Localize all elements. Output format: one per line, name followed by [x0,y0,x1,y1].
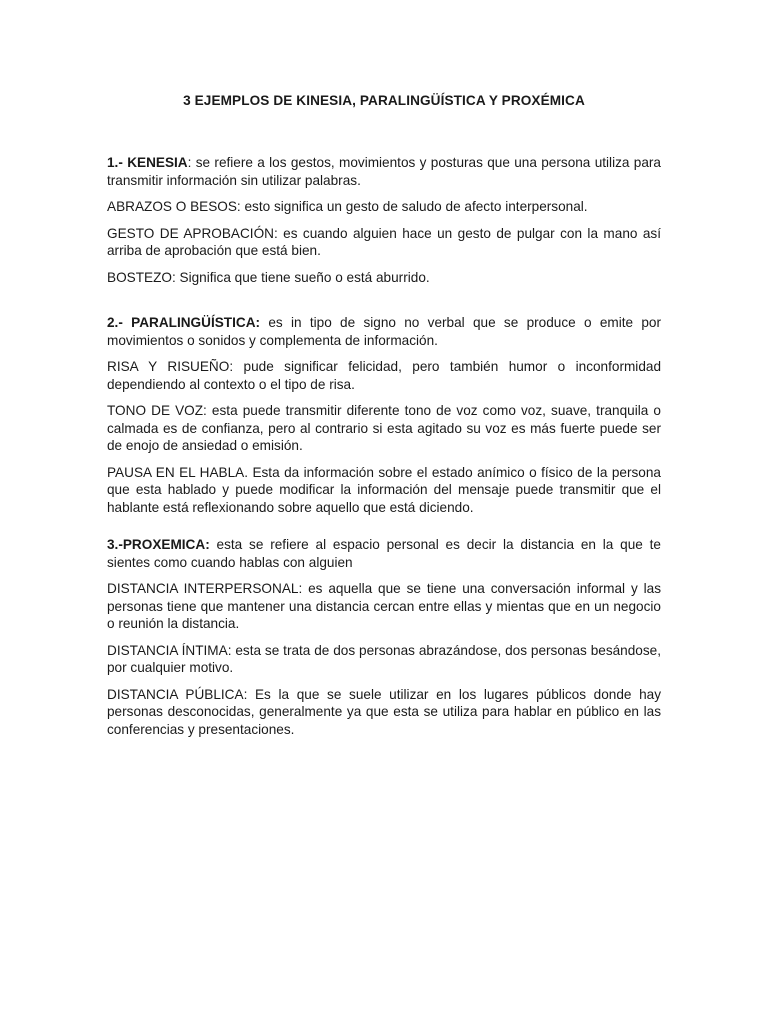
section-2-item-1: RISA Y RISUEÑO: pude significar felicidad, pero también humor o inconformidad dependiendo al contexto o el tipo de risa. [107,359,661,392]
section-1-heading: 1.- KENESIA [107,155,188,170]
section-1-item-2: GESTO DE APROBACIÓN: es cuando alguien hace un gesto de pulgar con la mano así arriba de aprobación que está bien. [107,225,661,258]
section-2-heading: 2.- PARALINGÜÍSTICA: [107,315,261,330]
document-page [107,93,661,747]
section-3-intro [107,536,661,571]
section-1-item-3: BOSTEZO: Significa que tiene sueño o está aburrido. [107,269,430,285]
section-3-item-1: DISTANCIA INTERPERSONAL: es aquella que se tiene una conversación informal y las personas tiene que mantener una distancia cercan entre ellas y mientas que en un negocio o reunión la distancia. [107,581,661,631]
section-3-item-2: DISTANCIA ÍNTIMA: esta se trata de dos personas abrazándose, dos personas besándose, por cualquier motivo. [107,642,661,675]
section-2-item-2: TONO DE VOZ: esta puede transmitir diferente tono de voz como voz, suave, tranquila o calmada es de confianza, pero al contrario si esta agitado su voz es más fuerte puede ser de enojo de ansiedad o emisión. [107,403,661,453]
section-2-intro [107,314,661,349]
section-1-intro [107,154,661,189]
section-2-intro-text: es in tipo de signo no verbal que se produce o emite por movimientos o sonidos y complementa de información. [107,315,662,348]
section-3-intro-text: esta se refiere al espacio personal es decir la distancia en la que te sientes como cuando hablas con alguien [107,537,661,570]
section-1-item-1: ABRAZOS O BESOS: esto significa un gesto de saludo de afecto interpersonal. [107,199,588,214]
document-title: 3 EJEMPLOS DE KINESIA, PARALINGÜÍSTICA Y PROXÉMICA [183,93,585,108]
section-2-item-3: PAUSA EN EL HABLA. Esta da información sobre el estado anímico o físico de la persona que esta hablado y puede modificar la información del mensaje puede transmitir que el hablante está reflexionando sobre aquello que está diciendo. [107,464,661,515]
section-1-intro-text: : se refiere a los gestos, movimientos y posturas que una persona utiliza para transmitir información sin utilizar palabras. [107,155,661,188]
section-3-item-3: DISTANCIA PÚBLICA: Es la que se suele utilizar en los lugares públicos donde hay personas desconocidas, generalmente ya que esta se utiliza para hablar en público en las conferencias y presentaciones. [107,686,661,737]
section-3-heading: 3.-PROXEMICA: [107,537,210,552]
